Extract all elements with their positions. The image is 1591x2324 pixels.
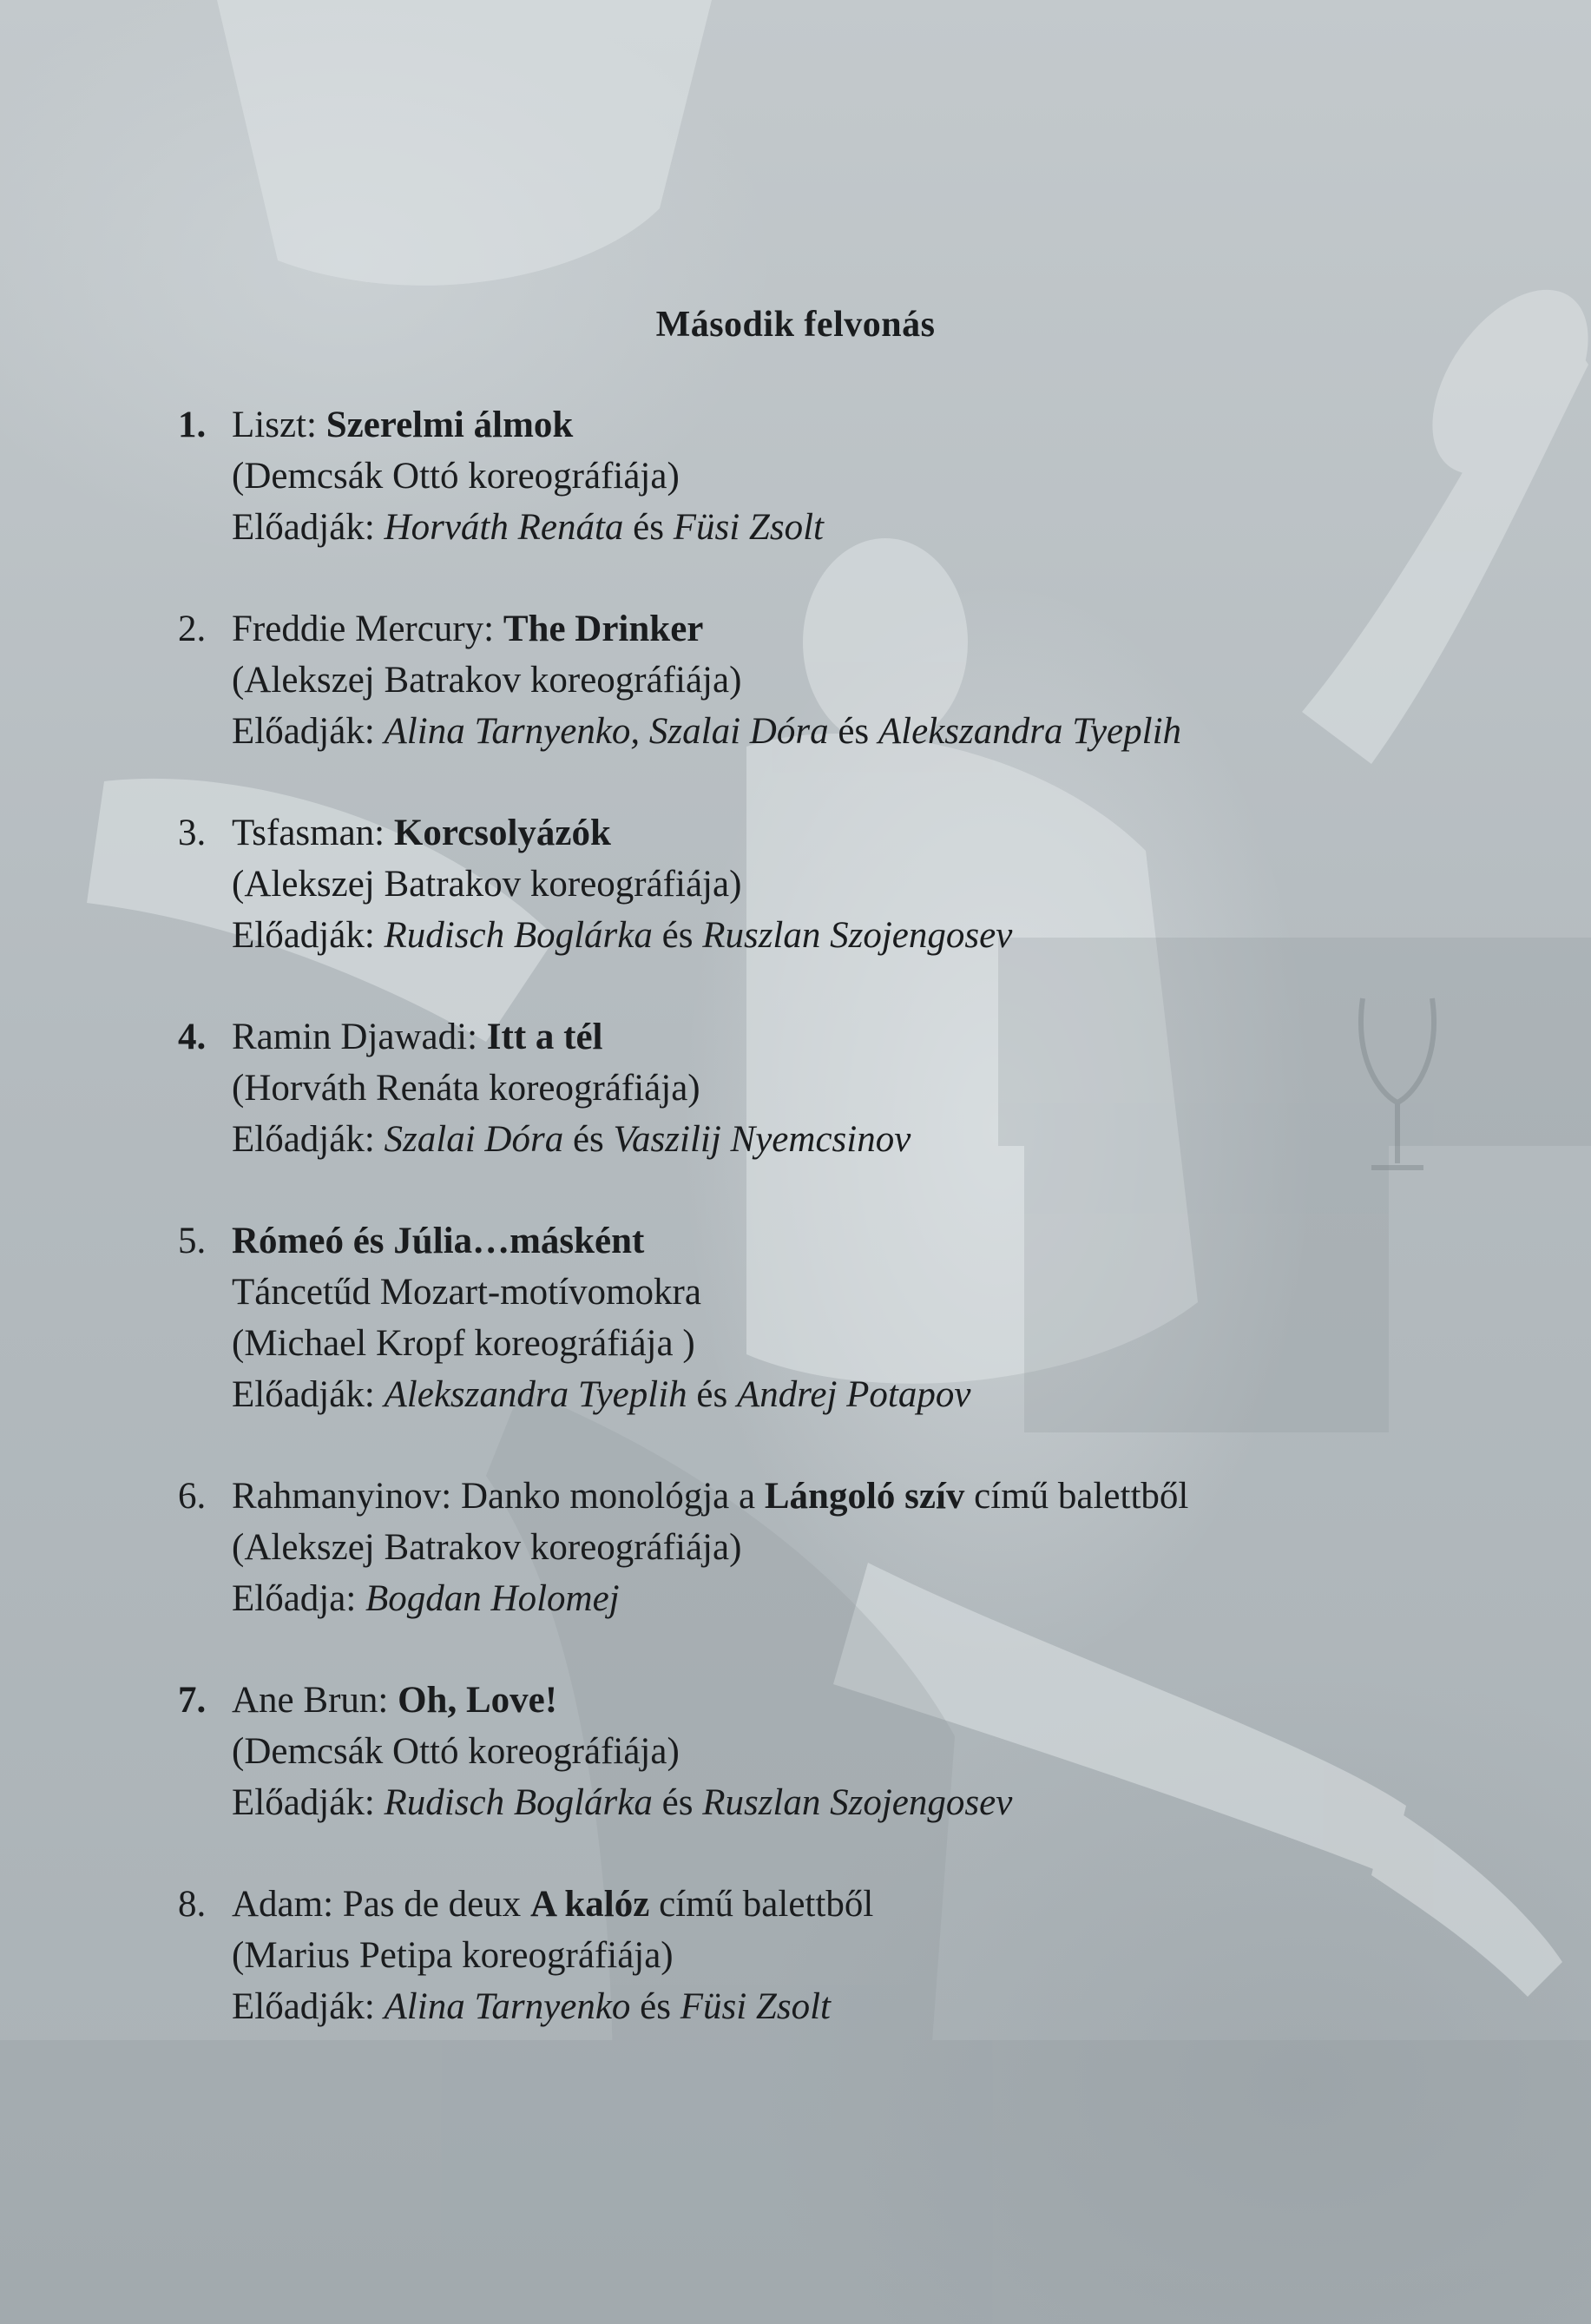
performers-line xyxy=(232,1777,1437,1828)
item-number: 3. xyxy=(178,813,207,853)
performers-label: Előadja: xyxy=(232,1578,357,1619)
item-title-line xyxy=(232,603,1437,655)
work-title: Itt a tél xyxy=(486,1017,603,1057)
choreography: (Demcsák Ottó koreográfiája) xyxy=(232,1731,680,1772)
composer: Ramin Djawadi: xyxy=(232,1017,478,1057)
performer: Vaszilij Nyemcsinov xyxy=(613,1119,911,1160)
item-body xyxy=(232,603,1437,757)
choreography: (Alekszej Batrakov koreográfiája) xyxy=(232,864,742,905)
conjunction: és xyxy=(661,915,694,956)
item-number: 6. xyxy=(178,1476,207,1517)
performer: Alina Tarnyenko, Szalai Dóra xyxy=(384,711,829,752)
conjunction: és xyxy=(661,1782,694,1823)
performers-label: Előadják: xyxy=(232,1782,375,1823)
performer: Füsi Zsolt xyxy=(680,1986,831,2027)
program-item xyxy=(178,807,1437,961)
program-item xyxy=(178,1879,1437,2032)
work-title: Lángoló szív xyxy=(764,1476,965,1517)
item-title-line xyxy=(232,399,1437,451)
performer: Szalai Dóra xyxy=(384,1119,564,1160)
performers-line xyxy=(232,706,1437,757)
performer: Andrej Potapov xyxy=(736,1374,971,1415)
work-suffix: című balettből xyxy=(974,1476,1189,1517)
performer: Alekszandra Tyeplih xyxy=(384,1374,687,1415)
performers-label: Előadják: xyxy=(232,1986,375,2027)
item-number: 2. xyxy=(178,609,207,649)
item-title-line xyxy=(232,1675,1437,1726)
page-title: Második felvonás xyxy=(655,305,936,345)
item-number: 4. xyxy=(178,1017,207,1057)
performer: Rudisch Boglárka xyxy=(384,1782,653,1823)
item-title-line xyxy=(232,1011,1437,1063)
performers-line xyxy=(232,1114,1437,1165)
choreography: (Michael Kropf koreográfiája ) xyxy=(232,1323,695,1364)
item-body xyxy=(232,807,1437,961)
choreography: (Alekszej Batrakov koreográfiája) xyxy=(232,660,742,701)
composer: Adam: Pas de deux xyxy=(232,1884,522,1925)
choreography: (Horváth Renáta koreográfiája) xyxy=(232,1068,700,1109)
work-suffix: című balettből xyxy=(659,1884,874,1925)
composer: Ane Brun: xyxy=(232,1680,389,1721)
performer: Alekszandra Tyeplih xyxy=(878,711,1182,752)
item-title-line xyxy=(232,1215,1437,1267)
conjunction: és xyxy=(640,1986,671,2027)
performers-line xyxy=(232,1981,1437,2032)
performer: Ruszlan Szojengosev xyxy=(702,1782,1013,1823)
item-title-line xyxy=(232,1879,1437,1930)
performer: Füsi Zsolt xyxy=(673,507,824,548)
program-item xyxy=(178,1471,1437,1624)
work-title: Korcsolyázók xyxy=(393,813,611,853)
item-body xyxy=(232,1675,1437,1828)
program-item xyxy=(178,603,1437,757)
composer: Rahmanyinov: Danko monológja a xyxy=(232,1476,756,1517)
item-number: 1. xyxy=(178,405,207,445)
item-number: 5. xyxy=(178,1221,207,1261)
program-item xyxy=(178,1675,1437,1828)
performer: Bogdan Holomej xyxy=(365,1578,620,1619)
composer: Freddie Mercury: xyxy=(232,609,495,649)
composer: Tsfasman: xyxy=(232,813,385,853)
item-number: 7. xyxy=(178,1680,207,1721)
conjunction: és xyxy=(696,1374,728,1415)
performers-label: Előadják: xyxy=(232,915,375,956)
choreography: (Alekszej Batrakov koreográfiája) xyxy=(232,1527,742,1568)
work-title: Szerelmi álmok xyxy=(325,405,574,445)
item-subtitle: Táncetűd Mozart-motívomokra xyxy=(232,1272,701,1313)
performers-label: Előadják: xyxy=(232,711,375,752)
choreography: (Marius Petipa koreográfiája) xyxy=(232,1935,674,1976)
performers-line xyxy=(232,502,1437,553)
item-title-line xyxy=(232,807,1437,859)
program-item xyxy=(178,399,1437,553)
item-body xyxy=(232,1011,1437,1165)
item-title-line xyxy=(232,1471,1437,1522)
item-number: 8. xyxy=(178,1884,207,1925)
performer: Horváth Renáta xyxy=(384,507,624,548)
program-item xyxy=(178,1011,1437,1165)
performer: Ruszlan Szojengosev xyxy=(702,915,1013,956)
performers-label: Előadják: xyxy=(232,507,375,548)
performer: Alina Tarnyenko xyxy=(384,1986,631,2027)
performers-label: Előadják: xyxy=(232,1119,375,1160)
performers-label: Előadják: xyxy=(232,1374,375,1415)
performer: Rudisch Boglárka xyxy=(384,915,653,956)
performers-line xyxy=(232,1369,1437,1420)
work-title: Rómeó és Júlia…másként xyxy=(232,1221,645,1261)
item-body xyxy=(232,399,1437,553)
work-title: A kalóz xyxy=(529,1884,650,1925)
work-title: The Drinker xyxy=(503,609,704,649)
work-title: Oh, Love! xyxy=(398,1680,558,1721)
performers-line xyxy=(232,910,1437,961)
item-body xyxy=(232,1471,1437,1624)
choreography: (Demcsák Ottó koreográfiája) xyxy=(232,456,680,497)
conjunction: és xyxy=(838,711,870,752)
program-item xyxy=(178,1215,1437,1420)
performers-line xyxy=(232,1573,1437,1624)
program-list xyxy=(178,399,1437,2083)
item-body xyxy=(232,1215,1437,1420)
conjunction: és xyxy=(633,507,664,548)
item-body xyxy=(232,1879,1437,2032)
composer: Liszt: xyxy=(232,405,317,445)
conjunction: és xyxy=(572,1119,604,1160)
